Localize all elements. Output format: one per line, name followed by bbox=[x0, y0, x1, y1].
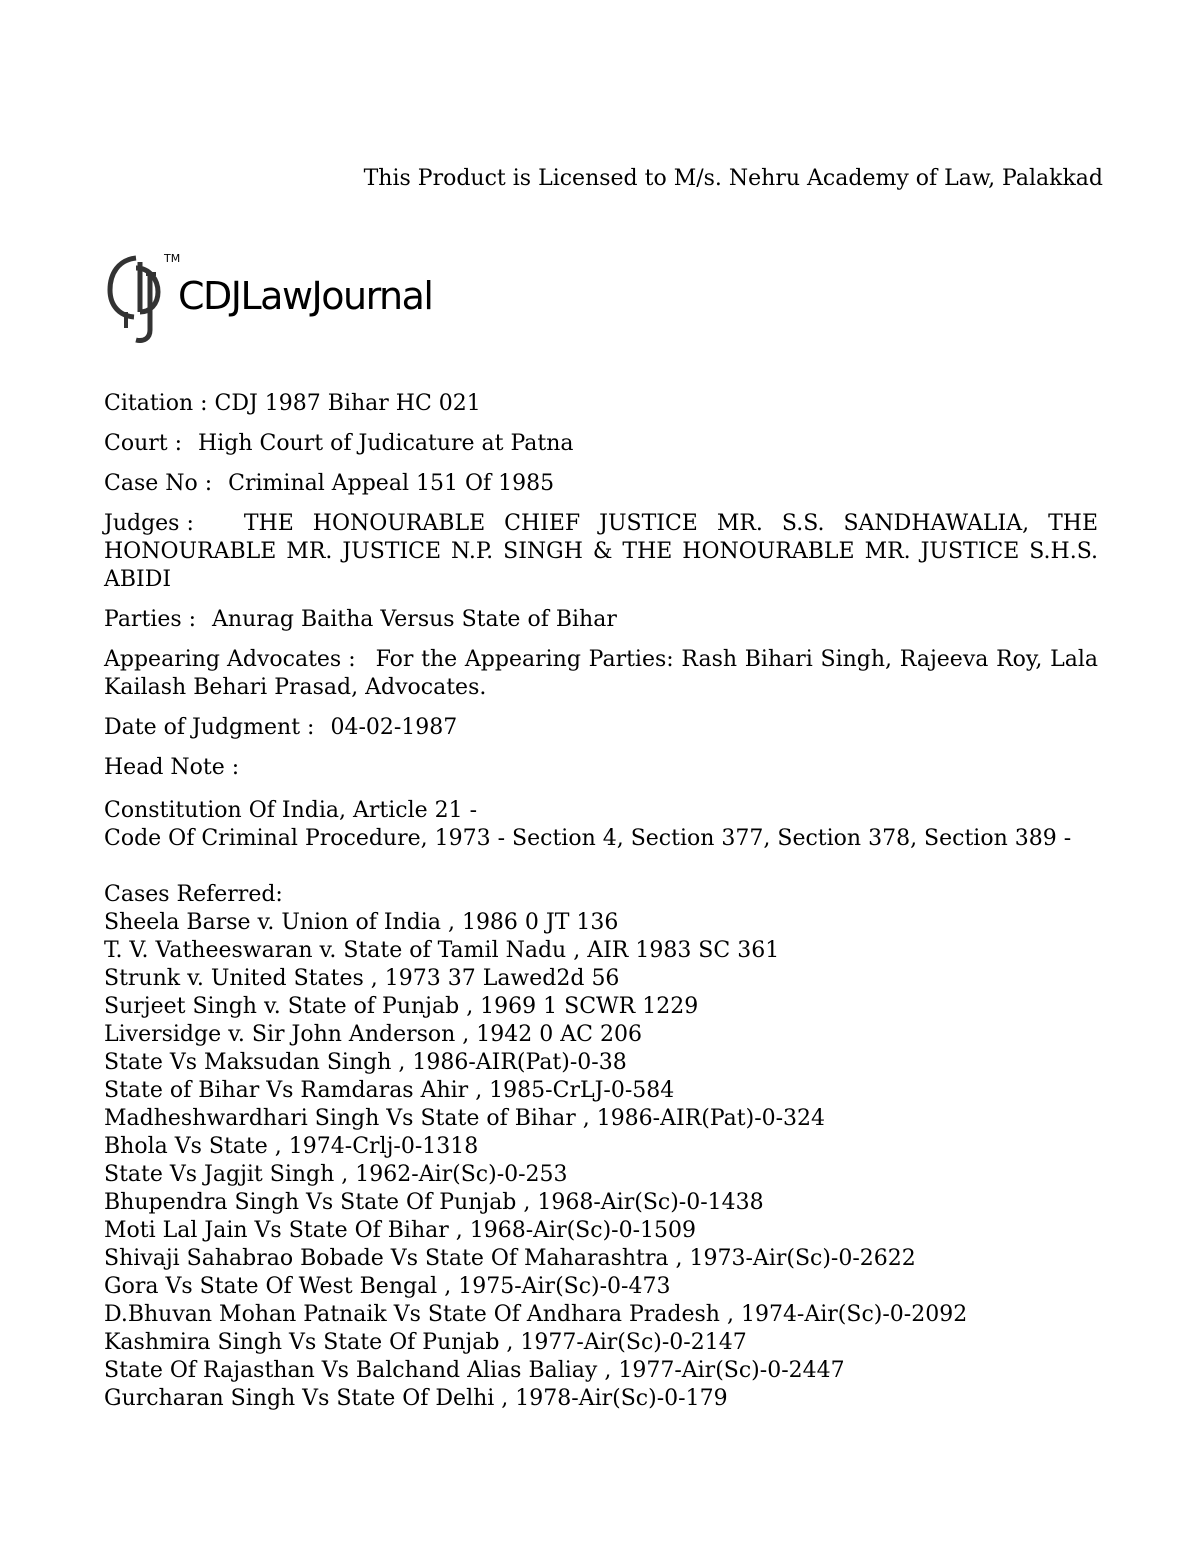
court-value: High Court of Judicature at Patna bbox=[198, 431, 574, 456]
court-label: Court : bbox=[104, 431, 183, 456]
case-reference-item: Shivaji Sahabrao Bobade Vs State Of Maharashtra , 1973-Air(Sc)-0-2622 bbox=[104, 1246, 916, 1271]
parties-row bbox=[104, 606, 1098, 634]
advocates-label: Appearing Advocates : bbox=[104, 647, 356, 672]
case-reference-item: Gurcharan Singh Vs State Of Delhi , 1978-Air(Sc)-0-179 bbox=[104, 1386, 728, 1411]
trademark-symbol: TM bbox=[164, 252, 181, 265]
date-of-judgment-value: 04-02-1987 bbox=[330, 715, 458, 740]
case-reference-item: T. V. Vatheeswaran v. State of Tamil Nadu , AIR 1983 SC 361 bbox=[104, 938, 780, 963]
cdj-logo bbox=[106, 250, 486, 350]
case-reference-item: D.Bhuvan Mohan Patnaik Vs State Of Andhara Pradesh , 1974-Air(Sc)-0-2092 bbox=[104, 1302, 968, 1327]
judges-label: Judges : bbox=[104, 511, 194, 536]
case-reference-item: Kashmira Singh Vs State Of Punjab , 1977-Air(Sc)-0-2147 bbox=[104, 1330, 747, 1355]
case-reference-item: State of Bihar Vs Ramdaras Ahir , 1985-CrLJ-0-584 bbox=[104, 1078, 675, 1103]
license-notice: This Product is Licensed to M/s. Nehru Academy of Law, Palakkad bbox=[363, 166, 1103, 191]
logo-wordmark: CDJLawJournal bbox=[178, 274, 433, 318]
case-reference-item: Liversidge v. Sir John Anderson , 1942 0 AC 206 bbox=[104, 1022, 642, 1047]
head-note-label: Head Note : bbox=[104, 755, 240, 780]
cases-referred-list bbox=[104, 909, 1098, 1413]
case-reference-item: Gora Vs State Of West Bengal , 1975-Air(Sc)-0-473 bbox=[104, 1274, 671, 1299]
head-note-line: Code Of Criminal Procedure, 1973 - Section 4, Section 377, Section 378, Section 389 - bbox=[104, 826, 1072, 851]
citation-row bbox=[104, 390, 1098, 418]
case-reference-item: Sheela Barse v. Union of India , 1986 0 JT 136 bbox=[104, 910, 619, 935]
case-reference-item: State Vs Jagjit Singh , 1962-Air(Sc)-0-253 bbox=[104, 1162, 568, 1187]
case-reference-item: State Of Rajasthan Vs Balchand Alias Baliay , 1977-Air(Sc)-0-2447 bbox=[104, 1358, 845, 1383]
case-reference-item: State Vs Maksudan Singh , 1986-AIR(Pat)-0-38 bbox=[104, 1050, 627, 1075]
parties-value: Anurag Baitha Versus State of Bihar bbox=[212, 607, 617, 632]
cases-referred bbox=[104, 881, 1098, 1413]
head-note-line: Constitution Of India, Article 21 - bbox=[104, 798, 478, 823]
court-row bbox=[104, 430, 1098, 458]
date-of-judgment-row bbox=[104, 714, 1098, 742]
case-reference-item: Bhola Vs State , 1974-Crlj-0-1318 bbox=[104, 1134, 479, 1159]
case-no-value: Criminal Appeal 151 Of 1985 bbox=[228, 471, 555, 496]
advocates-value: For the Appearing Parties: Rash Bihari Singh, Rajeeva Roy, Lala Kailash Behari Prasad, Advocates. bbox=[104, 647, 1098, 700]
case-reference-item: Strunk v. United States , 1973 37 Lawed2d 56 bbox=[104, 966, 620, 991]
case-reference-item: Madheshwardhari Singh Vs State of Bihar , 1986-AIR(Pat)-0-324 bbox=[104, 1106, 826, 1131]
case-reference-item: Moti Lal Jain Vs State Of Bihar , 1968-Air(Sc)-0-1509 bbox=[104, 1218, 697, 1243]
cases-referred-label: Cases Referred: bbox=[104, 882, 283, 907]
date-of-judgment-label: Date of Judgment : bbox=[104, 715, 315, 740]
parties-label: Parties : bbox=[104, 607, 197, 632]
citation-label: Citation : bbox=[104, 391, 215, 416]
judgment-details bbox=[104, 390, 1098, 1413]
advocates-row bbox=[104, 646, 1098, 702]
citation-value: CDJ 1987 Bihar HC 021 bbox=[214, 391, 481, 416]
judges-value: THE HONOURABLE CHIEF JUSTICE MR. S.S. SANDHAWALIA, THE HONOURABLE MR. JUSTICE N.P. SINGH & THE HONOURABLE MR. JUSTICE S.H.S. ABIDI bbox=[104, 511, 1098, 592]
case-no-label: Case No : bbox=[104, 471, 213, 496]
judges-row bbox=[104, 510, 1098, 594]
case-reference-item: Bhupendra Singh Vs State Of Punjab , 1968-Air(Sc)-0-1438 bbox=[104, 1190, 764, 1215]
case-no-row bbox=[104, 470, 1098, 498]
case-reference-item: Surjeet Singh v. State of Punjab , 1969 1 SCWR 1229 bbox=[104, 994, 699, 1019]
head-note bbox=[104, 797, 1098, 853]
